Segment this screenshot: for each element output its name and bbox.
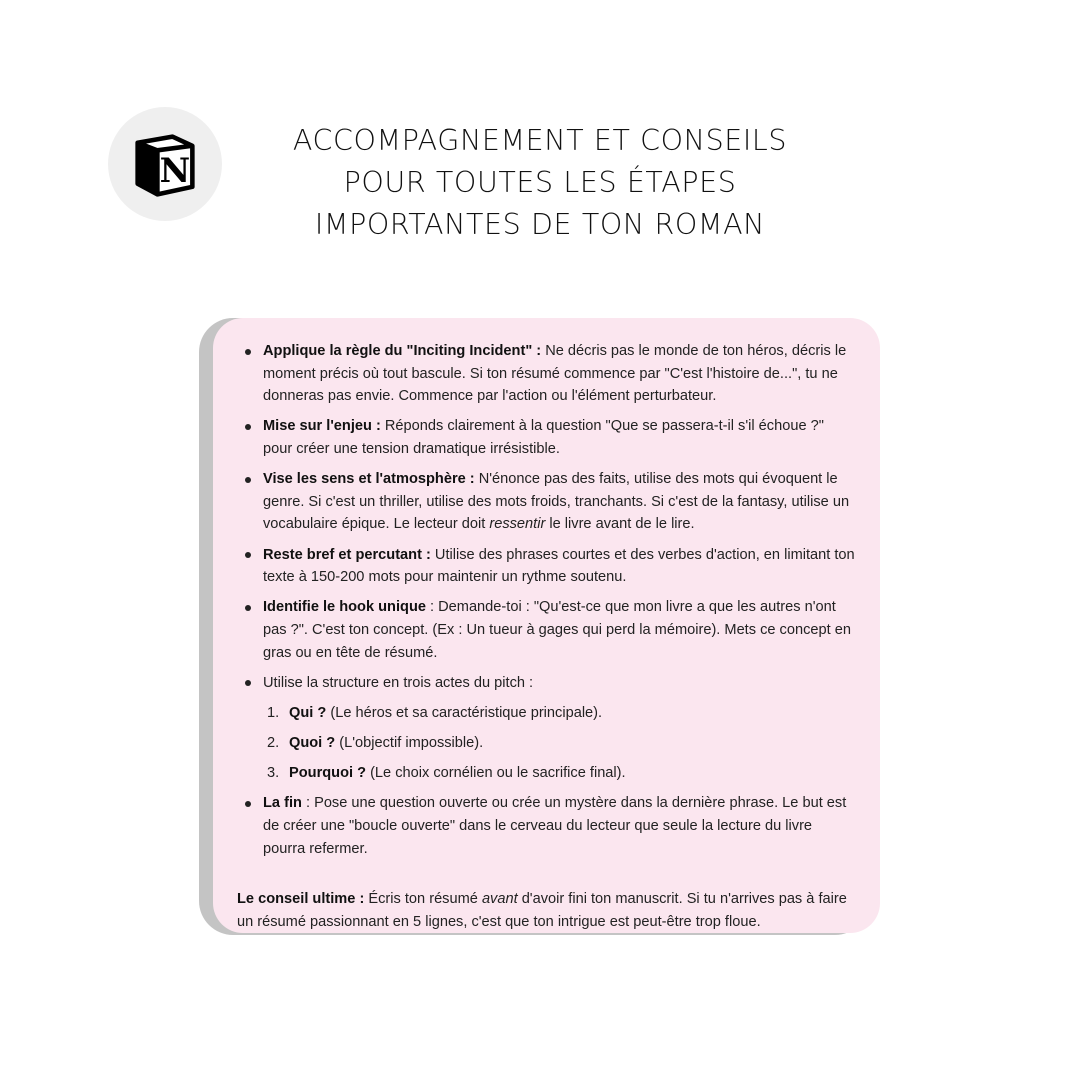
bullet-icon — [245, 801, 251, 807]
item-text: le livre avant de le lire. — [545, 516, 695, 533]
list-item — [237, 340, 856, 408]
bullet-icon — [245, 477, 251, 483]
notion-logo-icon — [127, 126, 203, 202]
numbered-item — [263, 702, 856, 725]
bullet-icon — [245, 552, 251, 558]
item-text: (Le héros et sa caractéristique principale). — [326, 704, 603, 721]
item-heading: Qui ? — [289, 704, 327, 721]
item-text: (L'objectif impossible). — [335, 735, 484, 752]
final-advice — [237, 888, 856, 933]
item-heading: Mise sur l'enjeu : — [263, 418, 381, 435]
final-emphasis: avant — [481, 891, 518, 908]
item-heading: Utilise la structure en trois actes du pitch : — [263, 674, 534, 691]
page-title — [250, 120, 830, 246]
bullet-icon — [245, 349, 251, 355]
list-item — [237, 415, 856, 460]
list-item — [237, 672, 856, 785]
list-item — [237, 792, 856, 860]
svg-text:N: N — [159, 151, 191, 191]
item-text: Ne décris pas le monde de ton héros, décris le moment précis où tout bascule. Si ton résumé commence par "C'est l'histoire de...", tu ne donneras pas envie. Commence par l'action ou l'élément perturbateur. — [263, 343, 847, 405]
item-text: Utilise des phrases courtes et des verbes d'action, en limitant ton texte à 150-200 mots pour maintenir un rythme soutenu. — [263, 546, 855, 586]
bullet-icon — [245, 605, 251, 611]
numbered-list — [263, 702, 856, 785]
final-heading: Le conseil ultime : — [237, 891, 365, 908]
item-number: 3. — [267, 765, 280, 782]
final-text: d'avoir fini ton manuscrit. Si tu n'arrives pas à faire un résumé passionnant en 5 lignes, c'est que ton intrigue est peut-être trop floue. — [237, 891, 847, 930]
list-item — [237, 596, 856, 664]
title-line: IMPORTANTES DE TON ROMAN — [314, 208, 766, 241]
item-heading: Pourquoi ? — [289, 765, 367, 782]
item-text: : Pose une question ouverte ou crée un mystère dans la dernière phrase. Le but est de créer une "boucle ouverte" dans le cerveau du lecteur que seule la lecture du livre pourra refermer. — [263, 795, 847, 857]
item-text: Réponds clairement à la question "Que se passera-t-il s'il échoue ?" pour créer une tension dramatique irrésistible. — [263, 418, 824, 457]
item-emphasis: ressentir — [489, 516, 546, 533]
title-line: POUR TOUTES LES ÉTAPES — [343, 166, 737, 199]
item-text: N'énonce pas des faits, utilise des mots qui évoquent le genre. Si c'est un thriller, utilise des mots froids, tranchants. Si c'est de la fantasy, utilise un vocabulaire épique. Le lecteur doit — [263, 471, 850, 533]
notion-logo — [108, 107, 222, 221]
item-heading: Applique la règle du "Inciting Incident" : — [263, 343, 542, 359]
tips-card — [213, 318, 880, 933]
list-item — [237, 468, 856, 536]
item-number: 1. — [267, 704, 280, 721]
item-heading: Reste bref et percutant : — [263, 546, 431, 563]
item-heading: Vise les sens et l'atmosphère : — [263, 471, 475, 488]
tips-list — [237, 340, 856, 860]
list-item — [237, 544, 856, 589]
item-heading: Quoi ? — [289, 735, 336, 752]
item-heading: La fin — [263, 795, 302, 812]
title-line: ACCOMPAGNEMENT ET CONSEILS — [292, 124, 788, 157]
item-number: 2. — [267, 735, 280, 752]
bullet-icon — [245, 680, 251, 686]
numbered-item — [263, 762, 856, 785]
final-text: Écris ton résumé — [364, 891, 482, 908]
numbered-item — [263, 732, 856, 755]
bullet-icon — [245, 424, 251, 430]
item-heading: Identifie le hook unique — [263, 599, 426, 616]
item-text: (Le choix cornélien ou le sacrifice final). — [366, 765, 626, 782]
item-text: : Demande-toi : "Qu'est-ce que mon livre a que les autres n'ont pas ?". C'est ton concept. (Ex : Un tueur à gages qui perd la mémoire). Mets ce concept en gras ou en tête de résumé. — [263, 599, 851, 661]
